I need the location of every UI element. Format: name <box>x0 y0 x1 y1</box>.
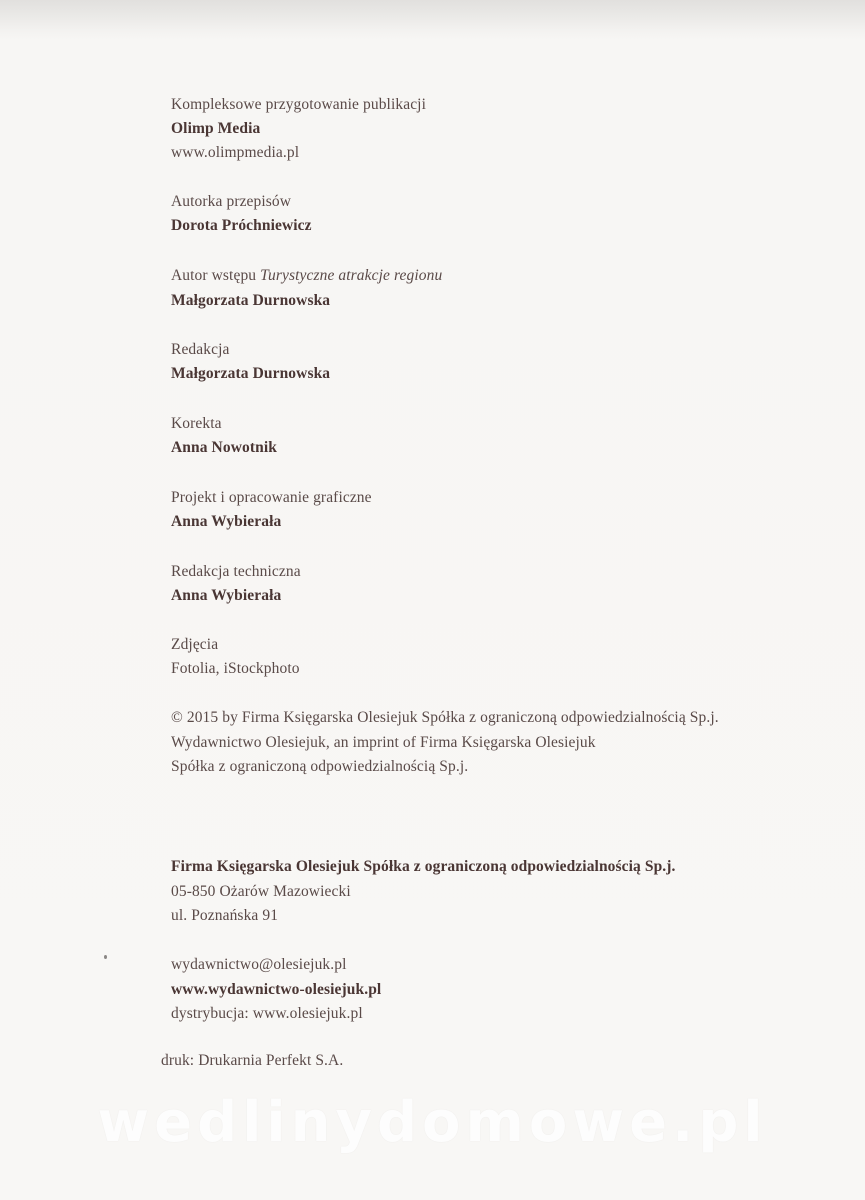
scan-shadow <box>0 0 865 40</box>
copyright-line-1: © 2015 by Firma Księgarska Olesiejuk Spółka z ograniczoną odpowiedzialnością Sp.j. <box>171 709 719 726</box>
photos-source: Fotolia, iStockphoto <box>171 660 300 677</box>
proof-label: Korekta <box>171 415 222 432</box>
photos-label: Zdjęcia <box>171 636 219 653</box>
prep-label: Kompleksowe przygotowanie publikacji <box>171 96 426 113</box>
design-name: Anna Wybierała <box>171 513 282 530</box>
editing-label: Redakcja <box>171 341 230 358</box>
dust-speck <box>104 955 107 959</box>
publisher-website: www.wydawnictwo-olesiejuk.pl <box>171 981 382 998</box>
proof-name: Anna Nowotnik <box>171 439 277 456</box>
editing-name: Małgorzata Durnowska <box>171 365 331 382</box>
tech-label: Redakcja techniczna <box>171 563 301 580</box>
publisher-street: ul. Poznańska 91 <box>171 907 279 924</box>
intro-name: Małgorzata Durnowska <box>171 292 331 309</box>
printer-line: druk: Drukarnia Perfekt S.A. <box>161 1052 344 1069</box>
copyright-line-2: Wydawnictwo Olesiejuk, an imprint of Firma Księgarska Olesiejuk <box>171 734 596 751</box>
publisher-postal: 05-850 Ożarów Mazowiecki <box>171 883 351 900</box>
publisher-name: Firma Księgarska Olesiejuk Spółka z ograniczoną odpowiedzialnością Sp.j. <box>171 858 676 875</box>
watermark: wedlinydomowe.pl <box>97 1090 768 1155</box>
publisher-email: wydawnictwo@olesiejuk.pl <box>171 956 347 973</box>
copyright-line-3: Spółka z ograniczoną odpowiedzialnością Sp.j. <box>171 758 469 775</box>
prep-name: Olimp Media <box>171 120 261 137</box>
recipes-name: Dorota Próchniewicz <box>171 217 312 234</box>
publisher-distribution: dystrybucja: www.olesiejuk.pl <box>171 1005 363 1022</box>
intro-label-line <box>171 266 442 286</box>
recipes-label: Autorka przepisów <box>171 193 292 210</box>
tech-name: Anna Wybierała <box>171 587 282 604</box>
design-label: Projekt i opracowanie graficzne <box>171 489 372 506</box>
prep-url: www.olimpmedia.pl <box>171 144 300 161</box>
intro-label: Autor wstępu <box>171 267 257 284</box>
intro-title: Turystyczne atrakcje regionu <box>260 267 443 284</box>
